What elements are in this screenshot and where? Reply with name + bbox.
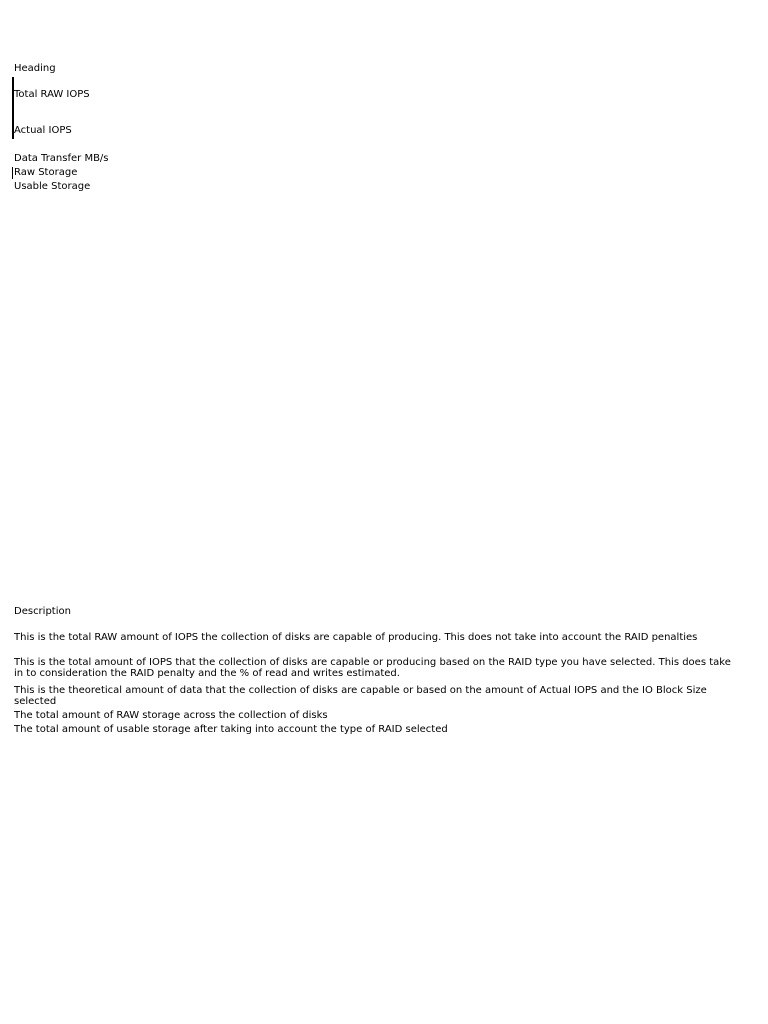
heading-raw-storage: Raw Storage [14,167,78,178]
description-total-raw-iops: This is the total RAW amount of IOPS the collection of disks are capable of producing. This does not take into account the RAID penalties [14,632,698,643]
text-cursor-bar [12,167,13,179]
description-title: Description [14,606,71,617]
heading-data-transfer: Data Transfer MB/s [14,153,109,164]
heading-actual-iops: Actual IOPS [14,125,72,136]
description-data-transfer: This is the theoretical amount of data that the collection of disks are capable or based on the amount of Actual IOPS and the IO Block Size selected [14,685,707,707]
description-actual-iops: This is the total amount of IOPS that the collection of disks are capable or producing based on the RAID type you have selected. This does take in to consideration the RAID penalty and the % of read and writes estimated. [14,657,731,679]
description-usable-storage: The total amount of usable storage after taking into account the type of RAID selected [14,724,448,735]
heading-usable-storage: Usable Storage [14,181,91,192]
heading-total-raw-iops: Total RAW IOPS [14,89,90,100]
heading-title: Heading [14,63,56,74]
description-raw-storage: The total amount of RAW storage across the collection of disks [14,710,328,721]
